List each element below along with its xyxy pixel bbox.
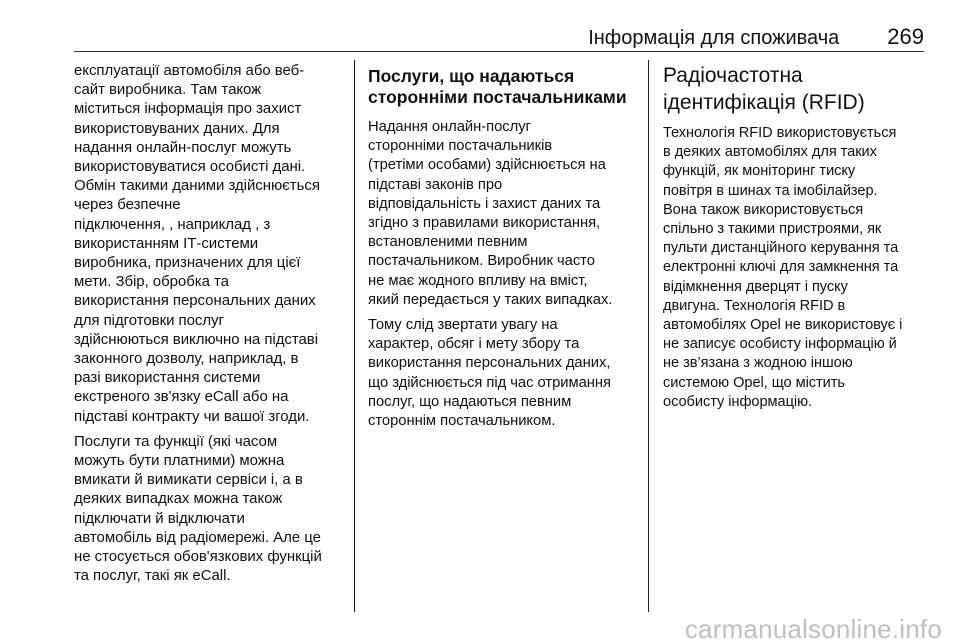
page-number: 269 [887,24,924,49]
page-title: Інформація для споживача [588,27,840,49]
rfid-paragraph: Технологія RFID використовується в деяких автомобілях для таких функцій, як моніторинг тиску повітря в шинах та імобілайзер. Вона також використовується спільно з такими пристроями, як пульти дистанційного керування та електронні ключі для замкнення та відімкнення дверцят і пуску двигуна. Технологія RFID в автомобілях Opel не використовує і не записує особисту інформацію й не зв’язана з жодною іншою системою Opel, що містить особисту інформацію. [663,125,903,410]
column-divider-left [354,60,355,612]
column-divider-right [648,60,649,612]
left-paragraph-2: Послуги та функції (які часом можуть бути платними) можна вмикати й вимикати сервіси і, а в деяких випадках можна також підключати й відключати автомобіль від радіомережі. Але це не стосується обов'язкових функцій та послуг, такі як eCall. [74,432,322,585]
rfid-heading: Радіочастотна ідентифікація (RFID) [663,64,865,114]
middle-paragraph-2: Тому слід звертати увагу на характер, обсяг і мету збору та використання персональних даних, що здійснюється під час отримання послуг, що надаються певним стороннім постачальником. [368,317,611,430]
third-party-services-heading: Послуги, що надаються сторонніми постачальниками [368,66,627,107]
left-column [74,61,347,614]
site-watermark: carmanualsonline.info [684,614,942,644]
right-column [663,61,928,614]
middle-paragraph-1: Надання онлайн-послуг сторонніми постачальників (третіми особами) здійснюється на підставі законів про відповідальність і захист даних та згідно з правилами використання, встановленими певним постачальником. Виробник часто не має жодного впливу на вміст, який передається у таких випадках. [368,119,613,308]
left-paragraph-1: експлуатації автомобіля або веб- сайт виробника. Там також міститься інформація про захист використовуваних даних. Для надання онлайн-послуг можуть використовуватися особисті дані. Обмін такими даними здійснюється через безпечне підключення, , наприклад , з використанням ІТ-системи виробника, призначених для цієї мети. Збір, обробка та використання персональних даних для підготовки послуг здійснюються виключно на підставі законного дозволу, наприклад, в разі використання системи екстреного зв'язку eCall або на підставі контракту чи вашої згоди. [74,62,320,425]
middle-column [368,61,632,614]
page-header [74,26,924,52]
